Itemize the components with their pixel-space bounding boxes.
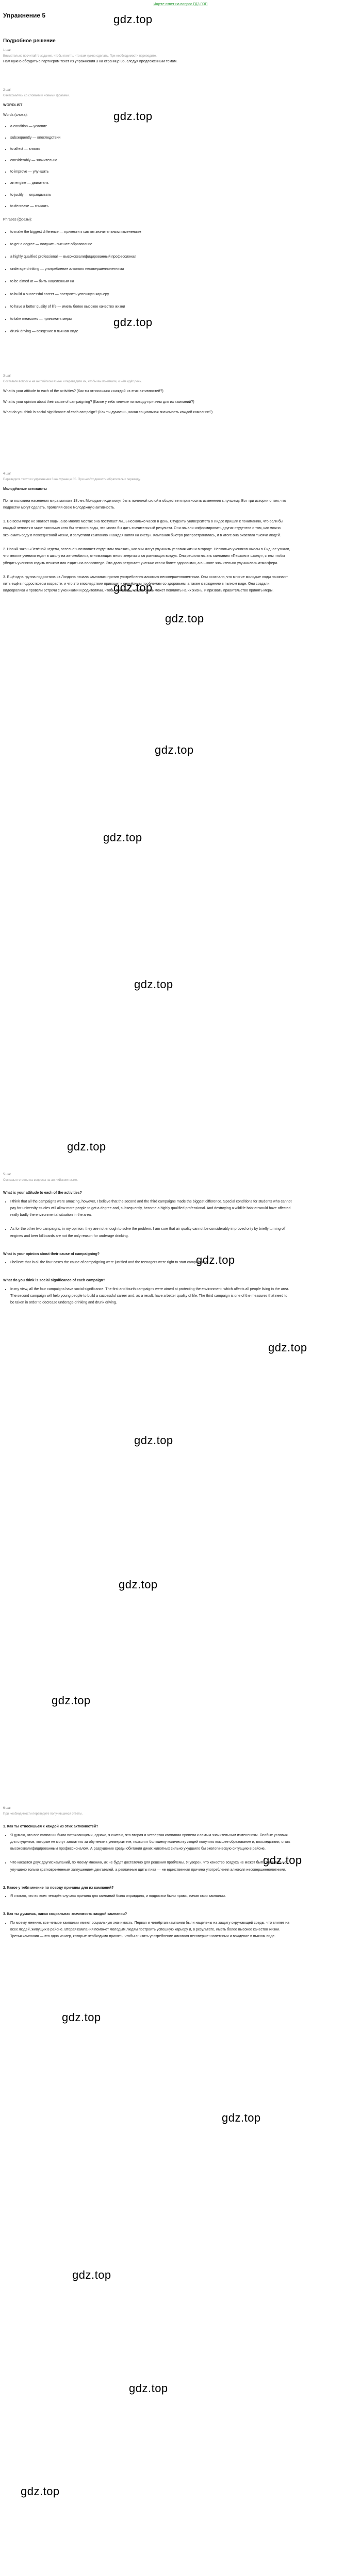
translation-heading: Молодёжные активисты <box>3 487 47 492</box>
translation-paragraph: 3. Ещё одна группа подростков из Лондона начала кампанию против употребления алкоголя несовершеннолетними. Они осознали, что многие молодые люди начинают пить ещё в подростковом возрасте, и что это впоследствии приводит к серьёзным проблемам со здоровьем, а также к вождению в пьяном виде. Они создали видеоролики и провели встречи с учениками и родителями, чтобы показать, как алкоголь может повлиять на их жизнь, и призвать правительство принять меры. <box>3 575 288 593</box>
step2-label: 2 шаг <box>3 89 11 92</box>
watermark: gdz.top <box>119 1578 158 1591</box>
list-item: • to take measures — принимать меры <box>10 317 292 322</box>
step4-label: 4 шаг <box>3 472 11 476</box>
answer-list <box>3 1259 292 1266</box>
list-item: • subsequently — впоследствии <box>10 135 292 141</box>
watermark: gdz.top <box>134 978 173 991</box>
en-question-3: What do you think is social significance of each campaign? <box>3 1279 105 1283</box>
list-item: • to justify — оправдывать <box>10 193 292 198</box>
watermark: gdz.top <box>129 2382 168 2395</box>
step3-note: Составьте вопросы на английском языке и переведите их, чтобы вы понимали, о чём идёт речь. <box>3 380 142 383</box>
question-2: What is your opinion about their cause of campaigning? (Какое у тебя мнение по поводу причины для их кампаний?) <box>3 400 194 404</box>
en-question-1: What is your attitude to each of the activities? <box>3 1191 82 1195</box>
watermark: gdz.top <box>103 831 142 844</box>
answer-item: • Что касается двух других кампаний, по моему мнению, их не будет достаточно для решения проблемы. Я уверен, что качество воздуха не может быть значительно улучшено только кратковременным заглушением двигателей, а рекламные щиты пива — не единственная причина употребления алкоголя несовершеннолетними. <box>10 1859 292 1873</box>
watermark: gdz.top <box>196 1253 235 1266</box>
question-1: What is your attitude to each of the activities? (Как ты относишься к каждой из этих активностей?) <box>3 389 163 394</box>
watermark: gdz.top <box>113 13 153 26</box>
answer-list <box>3 1286 292 1307</box>
step6-note: При необходимости переведите получившиеся ответы. <box>3 1812 83 1816</box>
top-link[interactable]: Ищете ответ на вопрос ГДЗ ГОП <box>153 3 208 6</box>
list-item: • considerably — значительно <box>10 158 292 163</box>
list-item: • a condition — условие <box>10 124 292 129</box>
answer-list <box>3 1832 292 1873</box>
step5-label: 5 шаг <box>3 1173 11 1176</box>
answer-item: • As for the other two campaigns, in my opinion, they are not enough to solve the problem. I am sure that air quality cannot be considerably improved only by briefly turning off engines and beer billboards are not the only reason for underage drinking. <box>10 1226 292 1240</box>
list-item: • to be aimed at — быть нацеленным на <box>10 279 292 284</box>
watermark: gdz.top <box>134 1434 173 1447</box>
step1-text: Нам нужно обсудить с партнёром текст из упражнения 3 на странице 85, следуя предложенным темам. <box>3 60 178 64</box>
list-item: • to make the biggest difference — привести к самым значительным изменениям <box>10 230 292 235</box>
en-question-2: What is your opinion about their cause of campaigning? <box>3 1252 100 1256</box>
words-list <box>3 124 292 209</box>
translation-paragraph: 2. Новый закон «Зелёной недели, веселье!» позволяет студентам показать, как они могут улучшить условия жизни в городе. Несколько учеников школы в Сиднее узнали, что многие ученики ездят в школу на автомобилях, отнимающих много энергии и загрязняющих воздух. Они решили начать кампанию «Пешком в школу», с тем чтобы убедить учеников ходить пешком или ездить на велосипеде. Это дало результат: ученики стали более здоровыми, а в школе значительно улучшилась атмосфера. <box>3 548 290 565</box>
watermark: gdz.top <box>165 612 204 625</box>
words-title: Words (слова): <box>3 113 28 117</box>
answer-list <box>3 1893 292 1900</box>
answer-item: • Я думаю, что все кампании были потрясающими, однако, я считаю, что вторая и четвёртая кампании привели к самым значительным изменениям. Особые условия для студентов, которые не могут заплатить за обучение в университете, позволят большему количеству людей получить высшее образование и, впоследствии, стать высококвалифицированным профессионалом. А разрушение среды обитания диких животных сильно ухудшило бы экологическую ситуацию в районе. <box>10 1832 292 1853</box>
list-item: • an engine — двигатель <box>10 181 292 186</box>
watermark: gdz.top <box>155 743 194 756</box>
page-title: Упражнение 5 <box>3 12 45 19</box>
step4-note: Переведите текст из упражнения 3 на странице 85. При необходимости обратитесь к переводу. <box>3 478 141 481</box>
list-item: • drunk driving — вождение в пьяном виде <box>10 329 292 334</box>
step2-note: Ознакомьтесь со словами и новыми фразами. <box>3 94 70 97</box>
ru-question-1: 1. Как ты относишься к каждой из этих активностей? <box>3 1825 99 1829</box>
answer-list <box>3 1920 292 1940</box>
ru-question-2: 2. Какое у тебя мнение по поводу причины для их кампаний? <box>3 1886 114 1890</box>
question-3: What do you think is social significance of each campaign? (Как ты думаешь, какая социальная значимость каждой кампании?) <box>3 410 213 414</box>
translation-paragraph: Почти половина населения мира моложе 18 лет. Молодые люди могут быть полезной силой в обществе и привносить изменения к лучшему. Вот три истории о том, что подростки могут сделать, проявляя свою молодёжную активность. <box>3 499 286 510</box>
list-item: • a highly qualified professional — высококвалифицированный профессионал <box>10 255 292 260</box>
answer-item: • I think that all the campaigns were amazing, however, I believe that the second and the third campaigns made the biggest difference. Special conditions for students who cannot pay for university studies will allow more people to get a degree and, subsequently, become a highly qualified professional. And destroying a wildlife habitat would have affected really badly the environmental situation in the area. <box>10 1198 292 1219</box>
step6-label: 6 шаг <box>3 1807 11 1810</box>
watermark: gdz.top <box>222 2111 261 2124</box>
answer-item: • Я считаю, что во всех четырёх случаях причина для кампаний была оправдана, и подростки были правы, начав свои кампании. <box>10 1893 292 1900</box>
answer-item: • По моему мнению, все четыре кампании имеют социальную значимость. Первая и четвёртая кампании были нацелены на защиту окружающей среды, что влияет на всех людей, живущих в районе. Вторая кампания поможет молодым людям построить успешную карьеру и, в результате, иметь более высокое качество жизни. Третья кампания — это одна из мер, которые необходимо принять, чтобы снизить употребление алкоголя несовершеннолетними и вождение в пьяном виде. <box>10 1920 292 1940</box>
watermark: gdz.top <box>113 316 153 329</box>
watermark: gdz.top <box>72 2268 111 2281</box>
list-item: • underage drinking — употребление алкоголя несовершеннолетними <box>10 267 292 272</box>
watermark: gdz.top <box>21 2485 60 2498</box>
list-item: • to improve — улучшать <box>10 170 292 175</box>
list-item: • to decrease — снижать <box>10 204 292 209</box>
list-item: • to build a successful career — построить успешную карьеру <box>10 292 292 297</box>
subtitle: Подробное решение <box>3 38 56 44</box>
top-banner <box>0 0 361 7</box>
answer-item: • I believe that in all the four cases the cause of campaigning were justified and the teenagers were right to start campaigning. <box>10 1259 292 1266</box>
step3-label: 3 шаг <box>3 375 11 378</box>
watermark: gdz.top <box>52 1694 91 1707</box>
list-item: • to affect — влиять <box>10 147 292 152</box>
watermark: gdz.top <box>268 1341 307 1354</box>
watermark: gdz.top <box>67 1140 106 1153</box>
list-item: • to get a degree — получить высшее образование <box>10 242 292 247</box>
watermark: gdz.top <box>263 1854 302 1867</box>
list-item: • to have a better quality of life — иметь более высокое качество жизни <box>10 304 292 310</box>
phrases-list <box>3 230 292 334</box>
ru-question-3: 3. Как ты думаешь, какая социальная значимость каждой кампании? <box>3 1912 127 1917</box>
step5-note: Составьте ответы на вопросы на английском языке. <box>3 1178 78 1182</box>
phrases-title: Phrases (фразы): <box>3 217 32 222</box>
answer-item: • In my view, all the four campaigns have social significance. The first and fourth campaigns were aimed at protecting the environment, which affects all people living in the area. The second campaign will help young people to build a successful career and, as a result, have a better quality of life. The third campaign is one of the measures that need to be taken in order to decrease underage drinking and drunk driving. <box>10 1286 292 1307</box>
translation-paragraph: 1. Во всём мире не хватает воды, а во многих местах она поступает лишь несколько часов в день. Студенты университета в Лидсе пришли к пониманию, что если бы каждый человек в мире экономил хотя бы немного воды, это могло бы дать значительный результат. Они начали информировать других студентов о том, как можно экономить воду в повседневной жизни, и запустили кампанию «Каждая капля на счету». Кампания быстро распространилась, и в итоге она охватила тысячи людей. <box>3 520 283 537</box>
wordlist-header: WORDLIST <box>3 104 23 108</box>
step1-note: Внимательно прочитайте задание, чтобы понять, что вам нужно сделать. При необходимости переведите. <box>3 54 157 58</box>
watermark: gdz.top <box>113 581 153 594</box>
step1-label: 1 шаг <box>3 48 11 52</box>
answer-list <box>3 1198 292 1240</box>
watermark: gdz.top <box>62 2011 101 2024</box>
watermark: gdz.top <box>113 110 153 123</box>
